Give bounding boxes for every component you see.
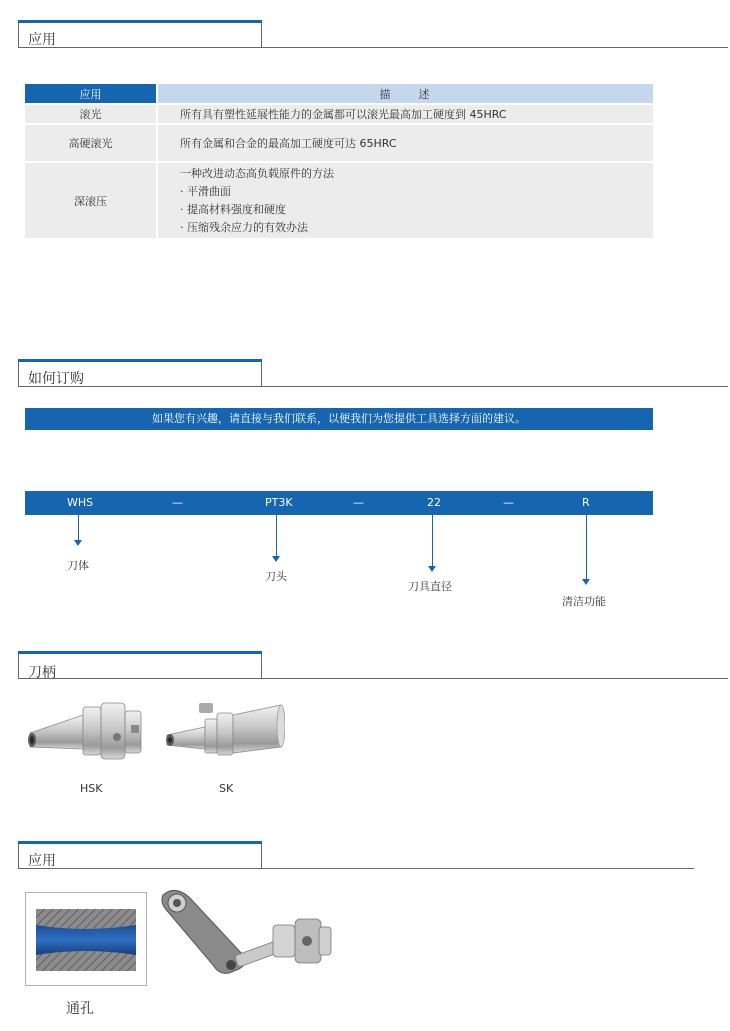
table-cell-desc: 所有具有塑性延展性能力的金属都可以滚光最高加工硬度到 45HRC [157,104,653,124]
header-divider [261,23,262,48]
arrow-head [582,579,590,585]
table-cell-name: 高硬滚光 [25,124,157,162]
through-hole-image-frame [25,892,147,986]
table-cell-name: 滚光 [25,104,157,124]
table-header-description: 描 述 [157,84,653,104]
section-header-how-to-order [0,359,730,389]
arrow-head [74,540,82,546]
table-row [25,104,653,124]
header-rule [18,868,694,869]
arrow-line [78,515,79,540]
header-divider [18,23,19,48]
desc-bullet: · 提高材料强度和硬度 [180,202,286,216]
arrow-head [272,556,280,562]
shank-caption-hsk: HSK [80,782,103,795]
code-separator: — [503,496,514,509]
header-accent-bar [18,20,262,23]
code-separator: — [172,496,183,509]
header-rule [18,47,728,48]
arrow-line [276,515,277,556]
label-diameter: 刀具直径 [408,580,452,593]
application-table [25,84,653,238]
code-part-body: WHS [67,496,94,509]
table-header-application: 应用 [25,84,157,104]
header-rule [18,386,728,387]
arrow-head [428,566,436,572]
table-row [25,162,653,238]
header-divider [18,362,19,387]
code-part-head: PT3K [265,496,293,509]
header-rule [18,678,728,679]
section-title: 如何订购 [28,371,84,387]
table-cell-desc [157,162,653,238]
header-accent-bar [18,359,262,362]
header-divider [261,844,262,869]
header-accent-bar [18,841,262,844]
label-body: 刀体 [67,559,89,572]
header-divider [261,362,262,387]
caption-through-hole: 通孔 [66,1001,94,1017]
table-row [25,124,653,162]
desc-line: 一种改进动态高负载原件的方法 [180,166,334,180]
table-cell-desc: 所有金属和合金的最高加工硬度可达 65HRC [157,124,653,162]
arrow-line [586,515,587,579]
section-title: 应用 [28,32,56,48]
code-part-cleaning: R [582,496,590,509]
code-separator: — [353,496,364,509]
desc-bullet: · 平滑曲面 [180,184,231,198]
shank-caption-sk: SK [219,782,234,795]
section-header-shank [0,651,730,681]
table-cell-name: 深滚压 [25,162,157,238]
hsk-shank-image [25,695,150,765]
order-code-bar [25,491,653,515]
desc-bullet: · 压缩残余应力的有效办法 [180,220,308,234]
header-divider [18,844,19,869]
section-header-application-2 [0,841,730,871]
header-divider [18,654,19,679]
code-part-diameter: 22 [427,496,441,509]
section-title: 刀柄 [28,665,56,681]
crankshaft-image [155,885,335,985]
arrow-line [432,515,433,566]
label-cleaning: 清洁功能 [562,595,606,608]
contact-banner: 如果您有兴趣，请直接与我们联系，以便我们为您提供工具选择方面的建议。 [25,408,653,430]
header-accent-bar [18,651,262,654]
section-title: 应用 [28,853,56,869]
sk-shank-image [165,697,285,757]
header-divider [261,654,262,679]
section-header-application [0,20,730,50]
label-head: 刀头 [265,570,287,583]
through-hole-image [26,893,146,985]
